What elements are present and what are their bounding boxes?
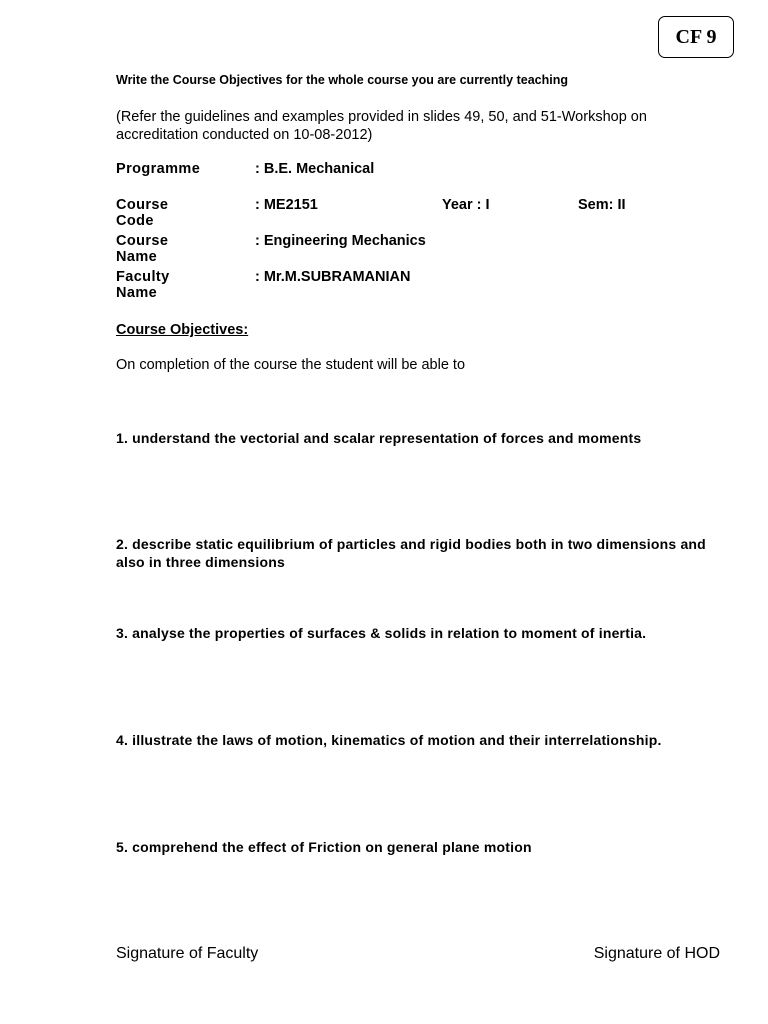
instruction-heading: Write the Course Objectives for the whole course you are currently teaching	[116, 73, 568, 87]
course-objectives-title: Course Objectives:	[116, 322, 249, 338]
faculty-name-label: Faculty Name	[116, 269, 170, 301]
course-code-label: Course Code	[116, 197, 169, 229]
course-name-value: : Engineering Mechanics	[255, 233, 426, 249]
objective-item: 1. understand the vectorial and scalar representation of forces and moments	[116, 430, 642, 446]
objective-item: 5. comprehend the effect of Friction on general plane motion	[116, 839, 532, 855]
semester-value: Sem: II	[578, 197, 626, 213]
year-value: Year : I	[442, 197, 490, 213]
objective-item: 3. analyse the properties of surfaces & solids in relation to moment of inertia.	[116, 625, 647, 641]
hod-signature-label: Signature of HOD	[593, 945, 720, 962]
programme-label: Programme	[116, 161, 201, 177]
faculty-name-value: : Mr.M.SUBRAMANIAN	[255, 269, 411, 285]
objective-item: 2. describe static equilibrium of particles and rigid bodies both in two dimensions and also in three dimensions	[116, 536, 706, 570]
objectives-intro: On completion of the course the student will be able to	[116, 357, 466, 373]
programme-value: : B.E. Mechanical	[255, 161, 375, 177]
faculty-signature-label: Signature of Faculty	[116, 945, 259, 962]
course-name-label: Course Name	[116, 233, 169, 265]
objective-item: 4. illustrate the laws of motion, kinematics of motion and their interrelationship.	[116, 732, 662, 748]
reference-note: (Refer the guidelines and examples provided in slides 49, 50, and 51-Workshop on accreditation conducted on 10-08-2012)	[116, 109, 647, 143]
course-code-value: : ME2151	[255, 197, 318, 213]
form-code-badge: CF 9	[658, 16, 734, 58]
